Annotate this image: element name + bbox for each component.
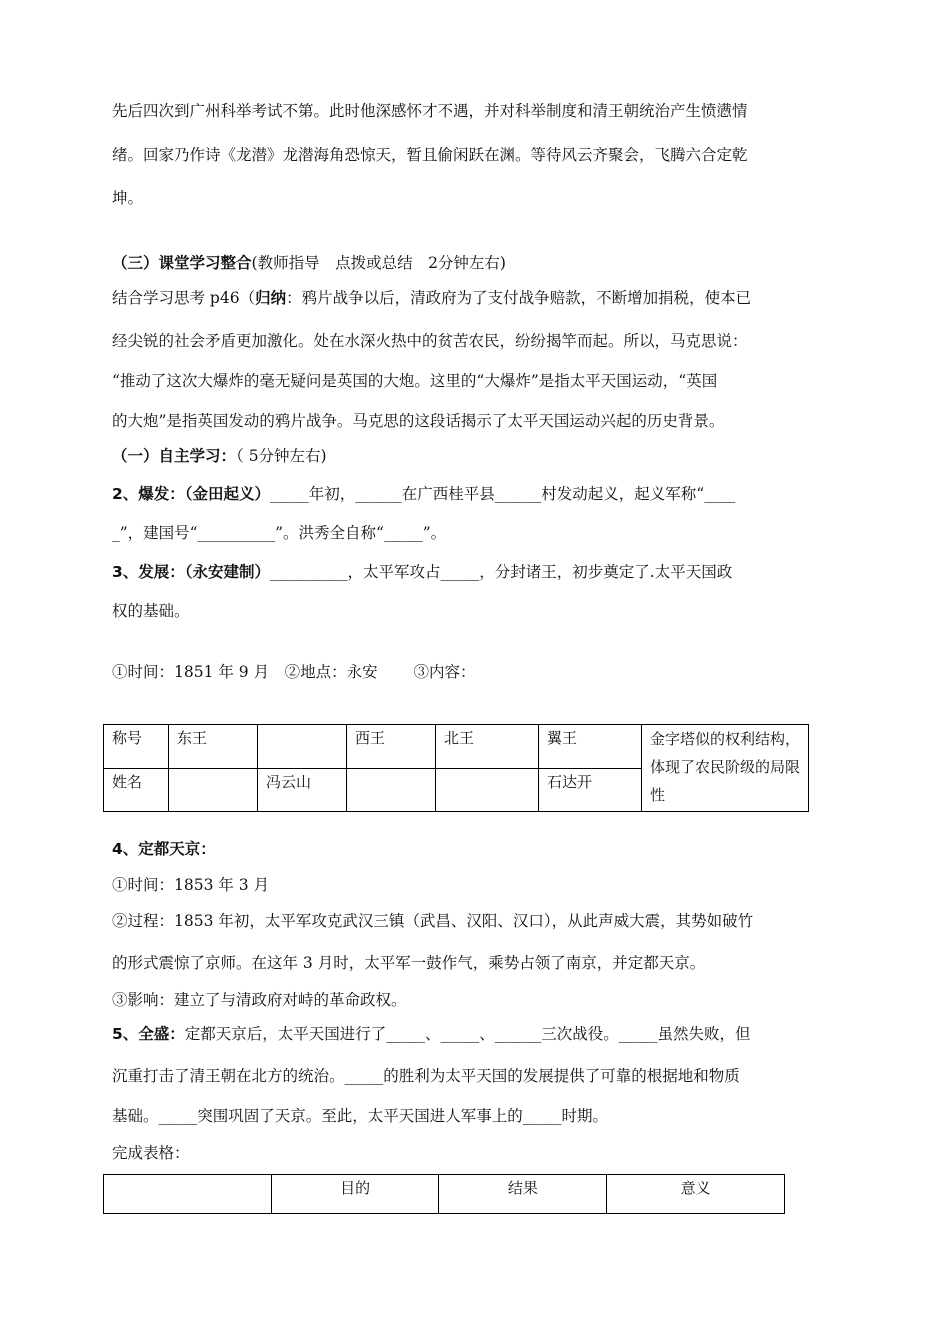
table-cell: [436, 768, 539, 812]
q2-line-1: [112, 483, 735, 505]
q4-line-4: ③影响：建立了与清政府对峙的革命政权。: [112, 991, 407, 1009]
q2-heading: 2、爆发：（金田起义）: [112, 485, 271, 503]
s3-l1-post: ：鸦片战争以后，清政府为了支付战争赔款，不断增加捐税，使本已: [286, 289, 752, 307]
table-header: 结果: [439, 1175, 607, 1214]
intro-line-1: 先后四次到广州科举考试不第。此时他深感怀才不遇，并对科举制度和清王朝统治产生愤懑情: [112, 102, 748, 120]
section-3-line-3: “推动了这次大爆炸的毫无疑问是英国的大炮。这里的“大爆炸”是指太平天国运动，“英国: [112, 372, 718, 390]
table-cell: 翼王: [539, 725, 642, 769]
table-cell: 石达开: [539, 768, 642, 812]
table-header: [104, 1175, 272, 1214]
table-cell: 东王: [169, 725, 258, 769]
s3-l1-bold: 归纳: [255, 289, 287, 307]
section-3-title: （三）课堂学习整合: [112, 254, 252, 272]
kings-table: [103, 724, 809, 812]
table-cell: 称号: [104, 725, 169, 769]
q2-line-2: _”，建国号“__________”。洪秀全自称“_____”。: [112, 524, 447, 542]
section-3-line-1: [112, 287, 751, 309]
table-cell: [347, 768, 436, 812]
section-3-line-4: 的大炮”是指英国发动的鸦片战争。马克思的这段话揭示了太平天国运动兴起的历史背景。: [112, 412, 725, 430]
table-cell: 姓名: [104, 768, 169, 812]
q4-line-2: ②过程：1853 年初，太平军攻克武汉三镇（武昌、汉阳、汉口），从此声威大震，其势如破竹: [112, 912, 754, 930]
q4-heading: 4、定都天京：: [112, 840, 216, 858]
table-cell: [258, 725, 347, 769]
q2-l1: _____年初，______在广西桂平县______村发动起义，起义军称“____: [270, 485, 736, 503]
table-header: 意义: [607, 1175, 785, 1214]
section-3-line-2: 经尖锐的社会矛盾更加激化。处在水深火热中的贫苦农民，纷纷揭竿而起。所以，马克思说：: [112, 332, 748, 350]
s3-l1-pre: 结合学习思考 p46（: [112, 289, 256, 307]
table-cell: 北王: [436, 725, 539, 769]
intro-line-3: 坤。: [112, 189, 144, 207]
q3-line-2: 权的基础。: [112, 602, 190, 620]
table-cell: 冯云山: [258, 768, 347, 812]
q5-heading: 5、全盛：: [112, 1025, 185, 1043]
section-1-note: （ 5分钟左右): [236, 447, 327, 465]
table-cell: 西王: [347, 725, 436, 769]
q3-l1: __________，太平军攻占_____，分封诸王，初步奠定了.太平天国政: [270, 563, 733, 581]
q3-line-1: [112, 561, 732, 583]
q4-line-1: ①时间：1853 年 3 月: [112, 876, 270, 894]
table-note-cell: 金字塔似的权利结构，体现了农民阶级的局限性: [642, 725, 809, 812]
q5-l1: 定都天京后，太平天国进行了_____、_____、______三次战役。_____虽然失败，但: [184, 1025, 751, 1043]
intro-line-2: 绪。回家乃作诗《龙潜》龙潜海角恐惊天，暂且偷闲跃在渊。等待风云齐聚会，飞腾六合定乾: [112, 146, 748, 164]
campaign-table: [103, 1174, 785, 1214]
section-3-note: (教师指导 点拨或总结 2分钟左右): [251, 254, 506, 272]
section-3-heading: [112, 252, 506, 274]
section-1-title: （一）自主学习：: [112, 447, 237, 465]
q5-line-1: [112, 1023, 751, 1045]
table-cell: [169, 768, 258, 812]
table-row: [104, 1175, 785, 1214]
q3-heading: 3、发展：（永安建制）: [112, 563, 271, 581]
q5-line-2: 沉重打击了清王朝在北方的统治。_____的胜利为太平天国的发展提供了可靠的根据地和物质: [112, 1067, 740, 1085]
table-row: [104, 725, 809, 769]
q5-line-3: 基础。_____突围巩固了天京。至此，太平天国进人军事上的_____时期。: [112, 1107, 609, 1125]
q3-line-3: ①时间：1851 年 9 月 ②地点：永安 ③内容：: [112, 663, 476, 681]
table-header: 目的: [271, 1175, 439, 1214]
q4-line-3: 的形式震惊了京师。在这年 3 月时，太平军一鼓作气，乘势占领了南京，并定都天京。: [112, 954, 706, 972]
section-1-heading: [112, 445, 327, 467]
q5-line-4: 完成表格：: [112, 1144, 190, 1162]
